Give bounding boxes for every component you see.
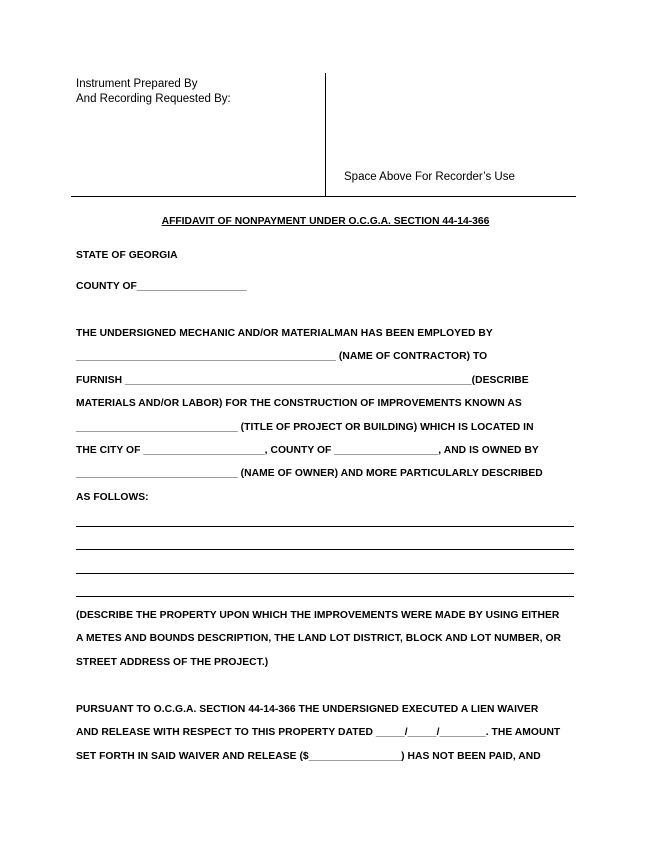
- pursuant-line-3: SET FORTH IN SAID WAIVER AND RELEASE ($________________) HAS NOT BEEN PAID, AND: [76, 751, 541, 762]
- describe-line-1: (DESCRIBE THE PROPERTY UPON WHICH THE IMPROVEMENTS WERE MADE BY USING EITHER: [76, 610, 560, 621]
- prepared-by-label: Instrument Prepared By: [76, 78, 198, 90]
- recording-header: [76, 77, 231, 107]
- county-line: COUNTY OF___________________: [76, 281, 247, 292]
- property-description-blank-1: [76, 526, 574, 527]
- contractor-line: _____________________________________________ (NAME OF CONTRACTOR) TO: [76, 351, 488, 362]
- property-description-blank-3: [76, 573, 574, 574]
- recorder-space-label: Space Above For Recorder’s Use: [344, 171, 515, 183]
- city-county-line: THE CITY OF _____________________, COUNTY OF __________________, AND IS OWNED BY: [76, 445, 539, 456]
- owner-line: ____________________________ (NAME OF OWNER) AND MORE PARTICULARLY DESCRIBED: [76, 468, 543, 479]
- property-description-blank-4: [76, 596, 574, 597]
- body-line-1: THE UNDERSIGNED MECHANIC AND/OR MATERIALMAN HAS BEEN EMPLOYED BY: [76, 328, 493, 339]
- header-vertical-divider: [325, 73, 326, 196]
- property-description-blank-2: [76, 549, 574, 550]
- body-line-4: MATERIALS AND/OR LABOR) FOR THE CONSTRUCTION OF IMPROVEMENTS KNOWN AS: [76, 398, 522, 409]
- project-title-line: ____________________________ (TITLE OF PROJECT OR BUILDING) WHICH IS LOCATED IN: [76, 422, 534, 433]
- state-line: STATE OF GEORGIA: [76, 250, 178, 261]
- document-title: AFFIDAVIT OF NONPAYMENT UNDER O.C.G.A. SECTION 44-14-366: [161, 216, 490, 227]
- describe-line-3: STREET ADDRESS OF THE PROJECT.): [76, 657, 269, 668]
- furnish-line: FURNISH ____________________________________________________________(DESCRIBE: [76, 375, 529, 386]
- header-horizontal-divider: [71, 196, 576, 197]
- pursuant-line-2: AND RELEASE WITH RESPECT TO THIS PROPERTY DATED _____/_____/________. THE AMOUNT: [76, 727, 561, 738]
- describe-line-2: A METES AND BOUNDS DESCRIPTION, THE LAND LOT DISTRICT, BLOCK AND LOT NUMBER, OR: [76, 633, 562, 644]
- pursuant-line-1: PURSUANT TO O.C.G.A. SECTION 44-14-366 THE UNDERSIGNED EXECUTED A LIEN WAIVER: [76, 704, 539, 715]
- as-follows-line: AS FOLLOWS:: [76, 492, 149, 503]
- recording-requested-label: And Recording Requested By:: [76, 93, 231, 105]
